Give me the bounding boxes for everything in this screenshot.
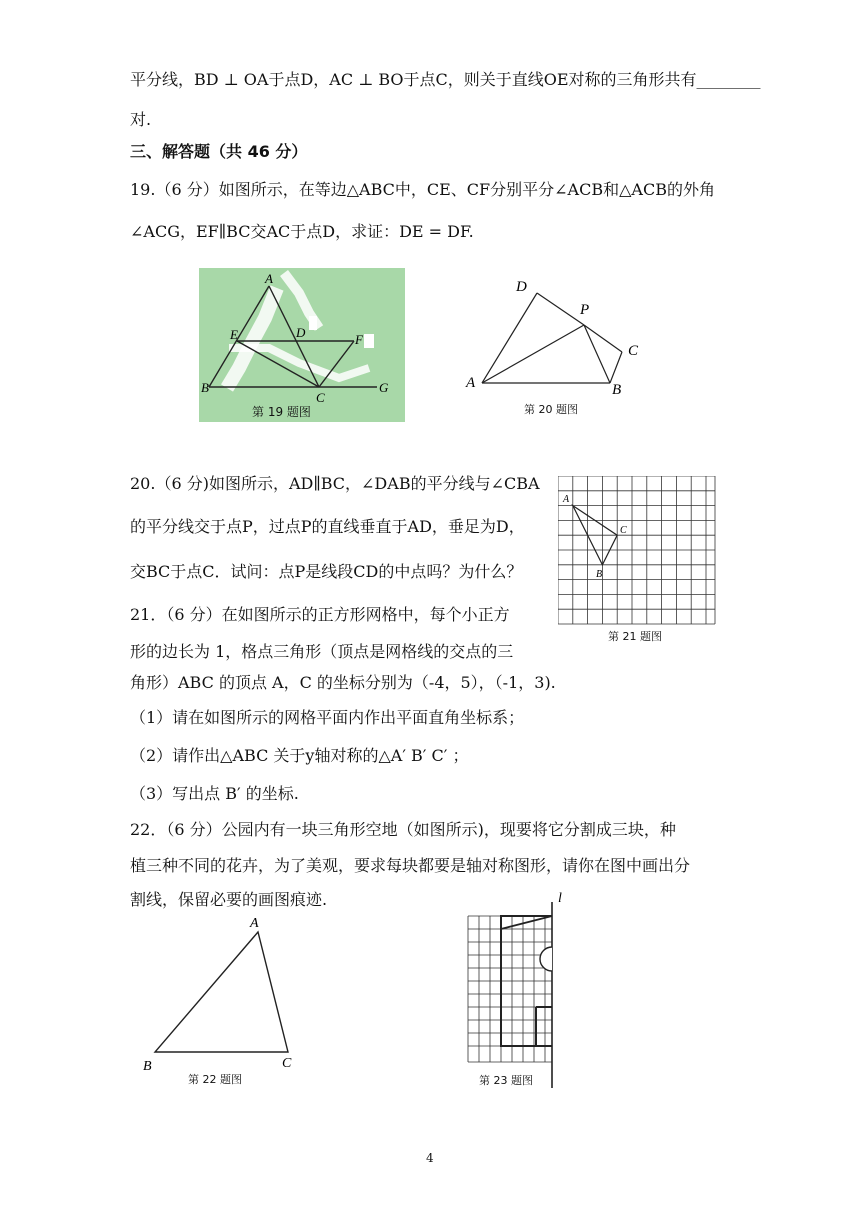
fig19-label-g: G — [379, 380, 389, 395]
q21-line-3: 角形）ABC 的顶点 A，C 的坐标分别为（-4，5），（-1，3). — [130, 673, 556, 692]
figure-20 — [462, 275, 652, 420]
fig21-label-c: C — [620, 525, 627, 536]
fig19-label-c: C — [316, 390, 325, 405]
fig22-label-b: B — [143, 1059, 152, 1074]
q22-line-2: 植三种不同的花卉，为了美观，要求每块都要是轴对称图形，请你在图中画出分 — [130, 856, 691, 875]
q19-line-1: 19.（6 分）如图所示，在等边△ABC中，CE、CF分别平分∠ACB和△ACB的外角 — [130, 180, 715, 199]
q19-line-2: ∠ACG，EF∥BC交AC于点D，求证：DE = DF. — [130, 222, 474, 241]
q18-line-1: 平分线，BD ⊥ OA于点D，AC ⊥ BO于点C，则关于直线OE对称的三角形共有________ — [130, 70, 761, 89]
fig21-label-b: B — [596, 569, 603, 580]
fig20-label-d: D — [516, 279, 527, 295]
figure-21-svg — [558, 476, 718, 626]
fig22-caption: 第 22 题图 — [188, 1073, 242, 1086]
fig19-label-d: D — [296, 325, 306, 340]
fig19-label-a: A — [265, 271, 273, 286]
page-number: 4 — [426, 1151, 434, 1165]
fig21-caption: 第 21 题图 — [608, 630, 662, 643]
fig20-caption: 第 20 题图 — [524, 403, 578, 416]
figure-22 — [140, 912, 310, 1092]
figure-19-svg — [199, 268, 405, 422]
fig20-label-b: B — [612, 382, 622, 395]
fig19-label-f: F — [355, 332, 363, 347]
q18-line-2: 对. — [130, 110, 152, 129]
q21-line-1: 21．（6 分）在如图所示的正方形网格中，每个小正方 — [130, 605, 510, 624]
fig20-label-a: A — [466, 375, 476, 391]
figure-20-svg — [462, 275, 652, 395]
figure-23 — [466, 890, 576, 1090]
q21-part-1: （1）请在如图所示的网格平面内作出平面直角坐标系； — [130, 708, 525, 727]
fig23-caption: 第 23 题图 — [479, 1074, 533, 1087]
figure-19 — [199, 268, 405, 422]
fig20-label-c: C — [628, 343, 639, 359]
fig23-label-l: l — [558, 891, 562, 906]
fig19-caption: 第 19 题图 — [252, 405, 311, 419]
q20-line-3: 交BC于点C．试问：点P是线段CD的中点吗？为什么？ — [130, 562, 523, 581]
fig19-label-e: E — [230, 327, 238, 342]
q21-line-2: 形的边长为 1，格点三角形（顶点是网格线的交点的三 — [130, 642, 514, 661]
figure-21 — [558, 476, 718, 646]
q20-line-2: 的平分线交于点P，过点P的直线垂直于AD，垂足为D， — [130, 517, 525, 536]
figure-22-svg — [140, 912, 310, 1077]
section-heading: 三、解答题（共 46 分） — [130, 142, 308, 161]
q22-line-1: 22．（6 分）公园内有一块三角形空地（如图所示)，现要将它分割成三块，种 — [130, 820, 676, 839]
fig19-label-b: B — [201, 380, 209, 395]
figure-23-svg — [466, 890, 576, 1088]
q22-line-3: 割线，保留必要的画图痕迹. — [130, 890, 328, 909]
fig21-label-a: A — [563, 494, 570, 505]
q21-part-2: （2）请作出△ABC 关于y轴对称的△A′ B′ C′ ； — [130, 746, 469, 765]
fig20-label-p: P — [580, 302, 590, 318]
q20-line-1: 20.（6 分)如图所示，AD∥BC，∠DAB的平分线与∠CBA — [130, 474, 540, 493]
fig22-label-a: A — [250, 916, 259, 931]
fig22-label-c: C — [282, 1056, 292, 1071]
q21-part-3: （3）写出点 B′ 的坐标. — [130, 784, 299, 803]
